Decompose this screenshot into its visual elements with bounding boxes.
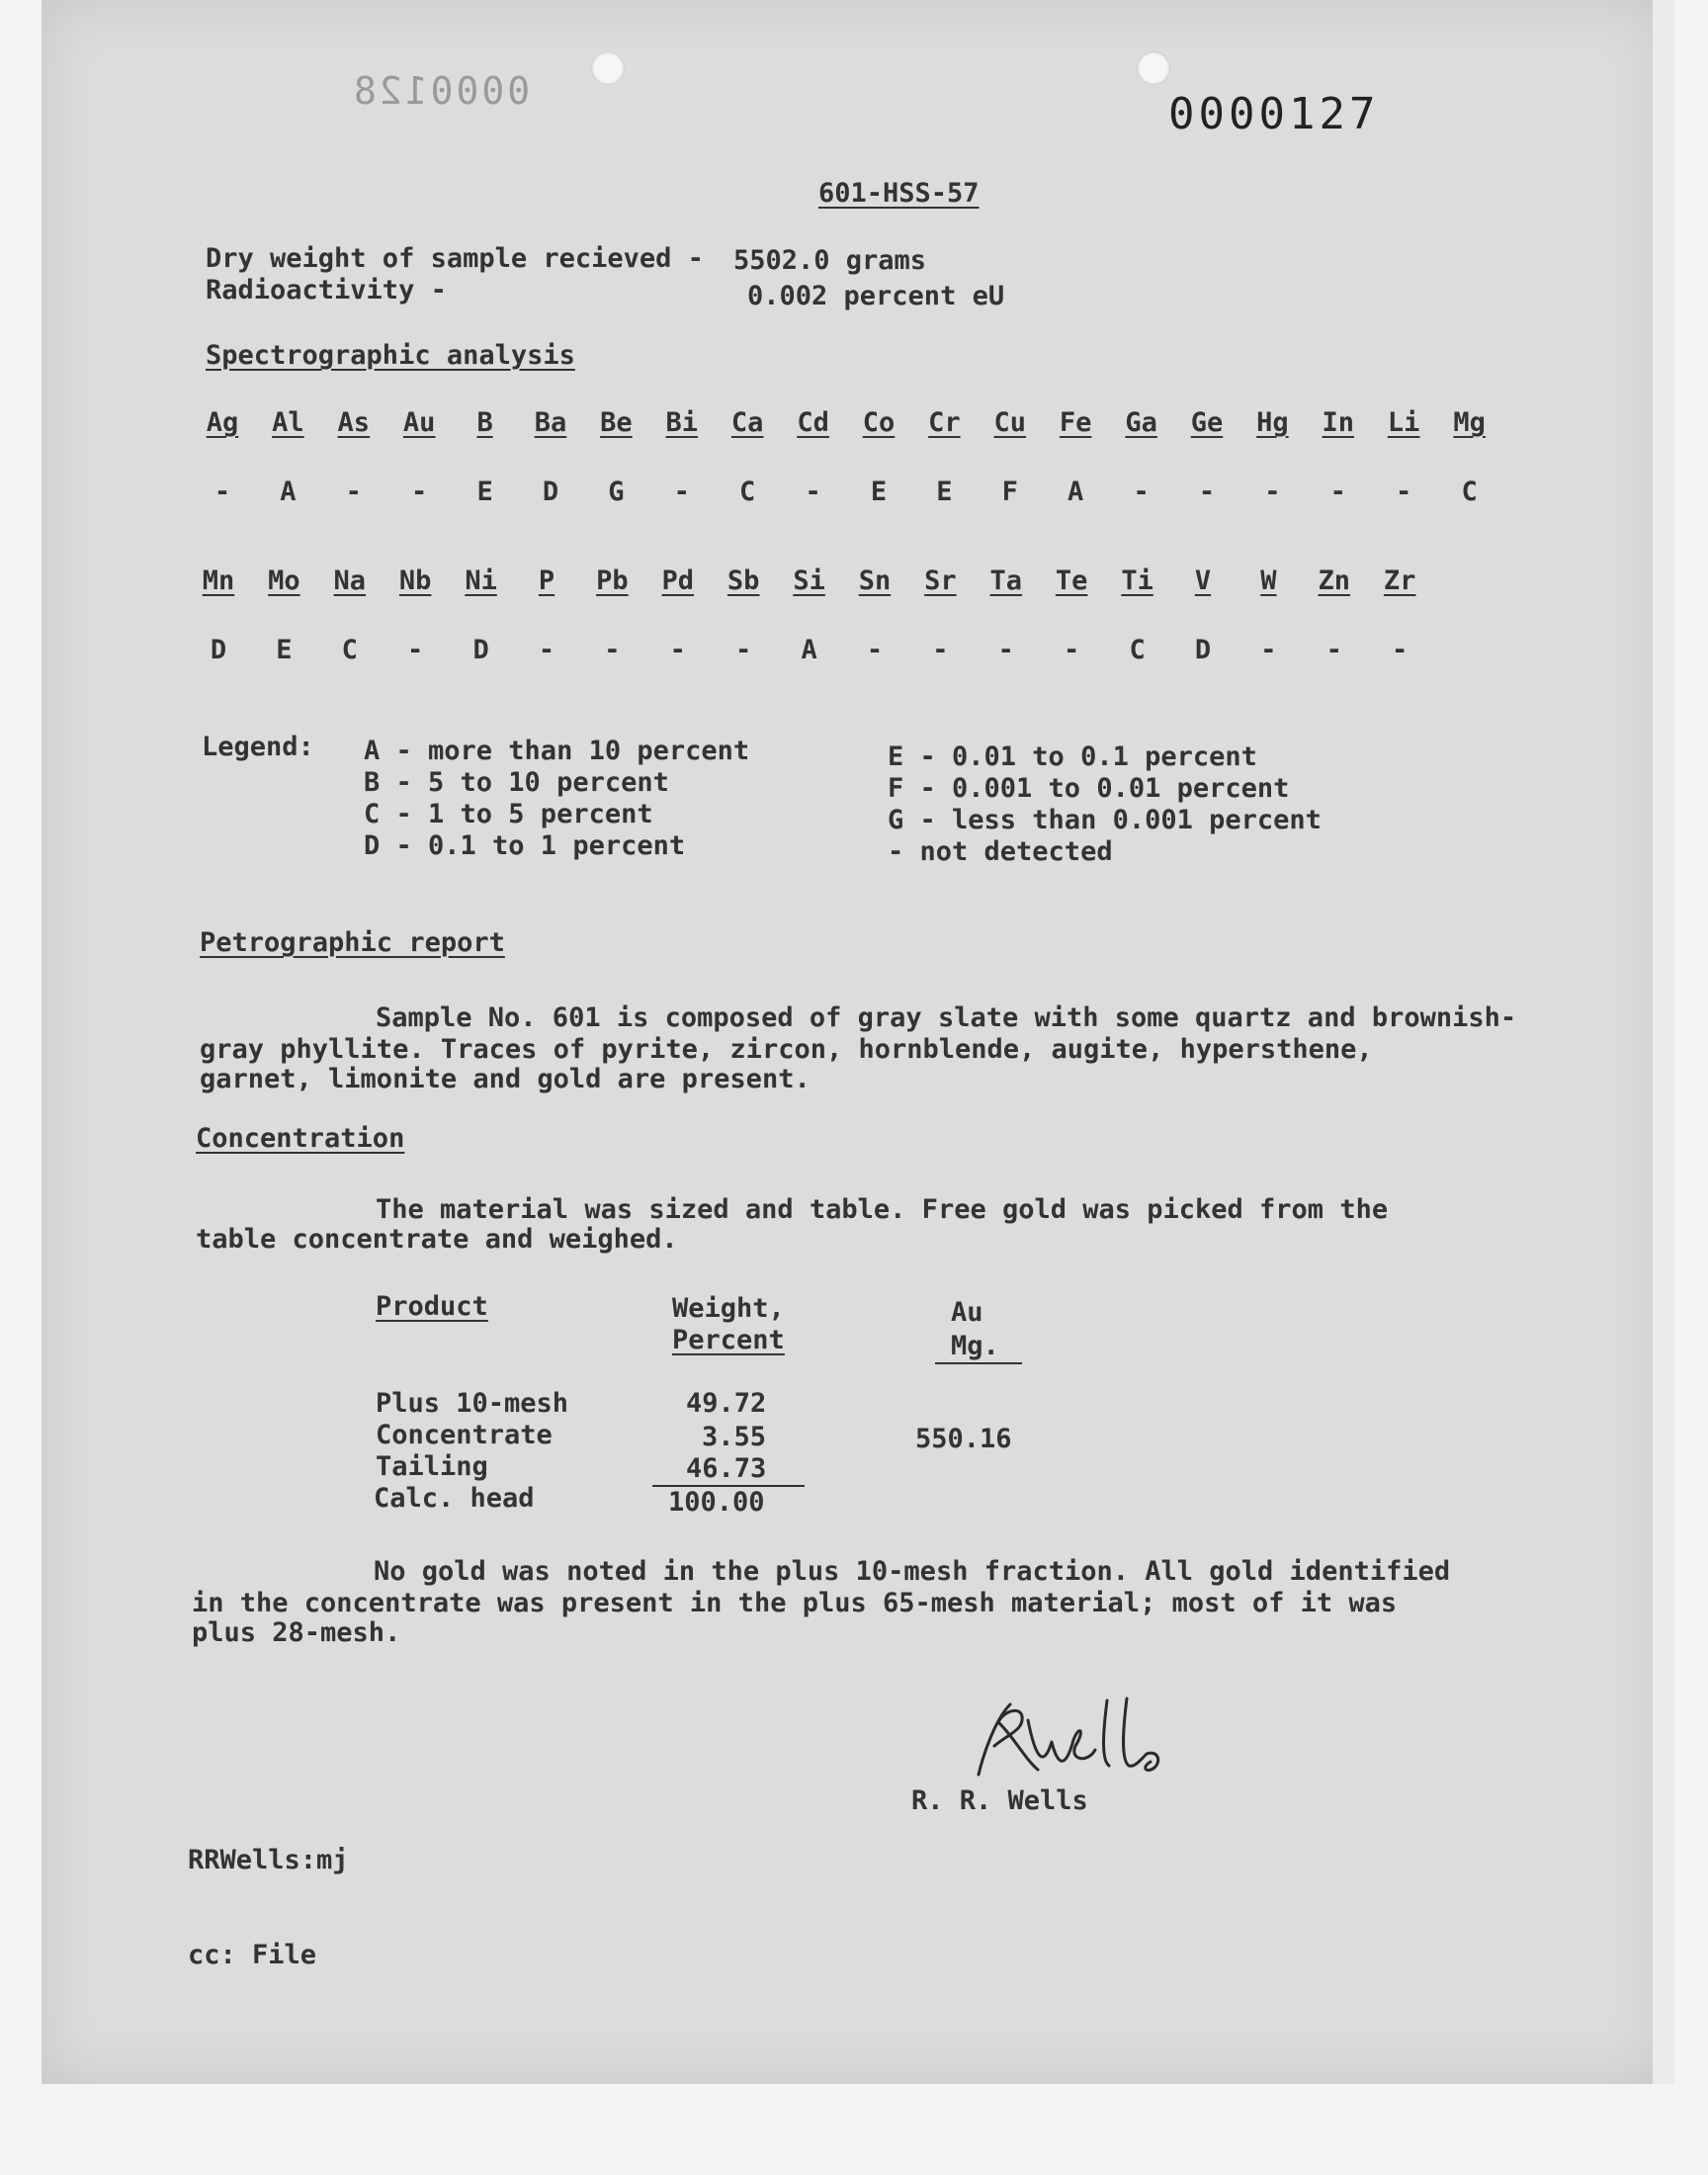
element-grade: - bbox=[1392, 635, 1409, 665]
petrographic-line: Sample No. 601 is composed of gray slate with some quartz and brownish- bbox=[376, 1002, 1517, 1033]
legend-label: Legend: bbox=[202, 732, 314, 762]
element-symbol: Cd bbox=[797, 407, 829, 438]
element-symbol: Pb bbox=[596, 566, 629, 596]
element-grade: C bbox=[1129, 635, 1146, 665]
carbon-copy-line: cc: File bbox=[188, 1940, 317, 1970]
page-edge bbox=[1653, 0, 1674, 2084]
concentration-line: table concentrate and weighed. bbox=[196, 1224, 678, 1255]
element-symbol: Ga bbox=[1125, 407, 1157, 438]
element-grade: - bbox=[1198, 477, 1216, 507]
element-grade: E bbox=[476, 477, 493, 507]
element-grade: E bbox=[276, 635, 293, 665]
column-header-au: Au bbox=[951, 1297, 983, 1328]
element-grade: E bbox=[936, 477, 953, 507]
handwritten-signature bbox=[959, 1681, 1186, 1789]
spectro-row-2 bbox=[0, 566, 1708, 674]
product-name: Plus 10-mesh bbox=[376, 1388, 569, 1419]
element-symbol: Ge bbox=[1190, 407, 1224, 438]
element-symbol: Fe bbox=[1059, 407, 1092, 438]
column-header-weight: Percent bbox=[672, 1325, 785, 1355]
element-grade: D bbox=[1194, 635, 1212, 665]
element-grade: - bbox=[1064, 635, 1080, 665]
concentration-line: The material was sized and table. Free gold was picked from the bbox=[376, 1194, 1389, 1225]
concentration-heading: Concentration bbox=[196, 1123, 405, 1154]
petrographic-heading: Petrographic report bbox=[200, 927, 505, 958]
legend-item: F - 0.001 to 0.01 percent bbox=[888, 773, 1290, 804]
element-grade: - bbox=[1264, 477, 1281, 507]
element-grade: C bbox=[739, 477, 756, 507]
weight-percent: 49.72 bbox=[686, 1388, 767, 1419]
element-symbol: Al bbox=[272, 407, 304, 438]
punch-hole bbox=[1137, 51, 1170, 85]
element-symbol: Sb bbox=[726, 566, 760, 596]
weight-percent: 46.73 bbox=[686, 1453, 767, 1484]
element-grade: D bbox=[210, 635, 227, 665]
element-symbol: Cr bbox=[928, 407, 961, 438]
element-grade: - bbox=[1133, 477, 1150, 507]
dry-weight-value: 5502.0 grams bbox=[733, 245, 927, 276]
element-grade: C bbox=[1461, 477, 1478, 507]
document-number: 0000127 bbox=[1168, 89, 1380, 139]
element-symbol: P bbox=[538, 566, 555, 596]
product-name: Tailing bbox=[376, 1451, 488, 1482]
element-grade: - bbox=[673, 477, 690, 507]
concentration-note: No gold was noted in the plus 10-mesh fraction. All gold identified bbox=[374, 1556, 1451, 1587]
radioactivity-value: 0.002 percent eU bbox=[747, 281, 1005, 311]
element-symbol: B bbox=[476, 407, 493, 438]
element-symbol: Sr bbox=[924, 566, 957, 596]
element-symbol: Ta bbox=[989, 566, 1023, 596]
legend-item: - not detected bbox=[888, 836, 1113, 867]
legend-item: E - 0.01 to 0.1 percent bbox=[888, 741, 1257, 772]
element-grade: - bbox=[538, 635, 555, 665]
element-grade: G bbox=[608, 477, 625, 507]
element-symbol: Si bbox=[793, 566, 825, 596]
element-symbol: Pd bbox=[661, 566, 695, 596]
element-symbol: Te bbox=[1055, 566, 1088, 596]
concentration-note: in the concentrate was present in the plus 65-mesh material; most of it was bbox=[192, 1588, 1398, 1618]
column-header-weight: Weight, bbox=[672, 1293, 785, 1324]
element-symbol: In bbox=[1322, 407, 1355, 438]
element-symbol: Na bbox=[333, 566, 367, 596]
element-grade: - bbox=[1325, 635, 1342, 665]
report-title: 601-HSS-57 bbox=[818, 178, 980, 209]
dry-weight-label: Dry weight of sample recieved - bbox=[206, 243, 704, 274]
element-symbol: Hg bbox=[1256, 407, 1289, 438]
element-symbol: Ni bbox=[465, 566, 497, 596]
element-symbol: Li bbox=[1387, 407, 1420, 438]
element-grade: D bbox=[472, 635, 489, 665]
punch-hole bbox=[591, 51, 625, 85]
signatory-name: R. R. Wells bbox=[911, 1785, 1088, 1816]
element-grade: - bbox=[604, 635, 621, 665]
element-symbol: Zr bbox=[1383, 566, 1416, 596]
petrographic-line: gray phyllite. Traces of pyrite, zircon, hornblende, augite, hypersthene, bbox=[200, 1034, 1373, 1065]
product-name: Calc. head bbox=[374, 1483, 535, 1514]
element-symbol: Mg bbox=[1453, 407, 1486, 438]
element-grade: C bbox=[341, 635, 358, 665]
element-grade: D bbox=[542, 477, 559, 507]
element-symbol: Zn bbox=[1318, 566, 1351, 596]
element-grade: A bbox=[280, 477, 297, 507]
element-grade: - bbox=[997, 635, 1014, 665]
radioactivity-label: Radioactivity - bbox=[206, 275, 447, 305]
product-name: Concentrate bbox=[376, 1420, 553, 1450]
weight-percent: 3.55 bbox=[702, 1422, 767, 1452]
element-symbol: Mo bbox=[268, 566, 300, 596]
element-grade: A bbox=[1068, 477, 1084, 507]
element-symbol: Mn bbox=[202, 566, 235, 596]
bleed-through-number: 0000128 bbox=[351, 69, 531, 113]
legend-item: B - 5 to 10 percent bbox=[364, 767, 669, 798]
column-header-product: Product bbox=[376, 1291, 488, 1322]
petrographic-line: garnet, limonite and gold are present. bbox=[200, 1064, 811, 1094]
element-grade: - bbox=[805, 477, 821, 507]
au-mg: 550.16 bbox=[915, 1424, 1012, 1454]
element-symbol: Co bbox=[862, 407, 896, 438]
element-symbol: As bbox=[337, 407, 371, 438]
weight-percent-total: 100.00 bbox=[668, 1487, 765, 1518]
typist-initials: RRWells:mj bbox=[188, 1845, 349, 1875]
element-symbol: Nb bbox=[398, 566, 432, 596]
element-grade: - bbox=[1396, 477, 1412, 507]
element-grade: - bbox=[669, 635, 686, 665]
element-symbol: Au bbox=[402, 407, 436, 438]
element-symbol: Bi bbox=[665, 407, 699, 438]
element-symbol: Ti bbox=[1121, 566, 1153, 596]
element-grade: - bbox=[1260, 635, 1277, 665]
element-grade: - bbox=[407, 635, 424, 665]
element-symbol: Be bbox=[600, 407, 633, 438]
element-symbol: Ag bbox=[206, 407, 239, 438]
legend-item: A - more than 10 percent bbox=[364, 736, 750, 766]
element-grade: - bbox=[214, 477, 231, 507]
legend-item: D - 0.1 to 1 percent bbox=[364, 830, 686, 861]
concentration-note: plus 28-mesh. bbox=[192, 1617, 401, 1648]
element-grade: - bbox=[932, 635, 949, 665]
element-symbol: Ca bbox=[730, 407, 764, 438]
spectro-row-1 bbox=[0, 407, 1708, 516]
header-rule bbox=[935, 1362, 1022, 1364]
spectrographic-heading: Spectrographic analysis bbox=[206, 340, 575, 371]
element-grade: E bbox=[870, 477, 888, 507]
element-grade: F bbox=[1001, 477, 1018, 507]
element-symbol: V bbox=[1194, 566, 1212, 596]
column-header-au: Mg. bbox=[951, 1331, 999, 1361]
element-symbol: Cu bbox=[993, 407, 1027, 438]
element-grade: - bbox=[411, 477, 428, 507]
legend-item: G - less than 0.001 percent bbox=[888, 805, 1322, 835]
element-symbol: W bbox=[1260, 566, 1277, 596]
element-symbol: Ba bbox=[534, 407, 567, 438]
element-grade: - bbox=[735, 635, 752, 665]
element-grade: - bbox=[866, 635, 884, 665]
element-grade: - bbox=[1329, 477, 1346, 507]
legend-item: C - 1 to 5 percent bbox=[364, 799, 653, 829]
element-grade: - bbox=[345, 477, 362, 507]
element-symbol: Sn bbox=[858, 566, 892, 596]
element-grade: A bbox=[801, 635, 817, 665]
